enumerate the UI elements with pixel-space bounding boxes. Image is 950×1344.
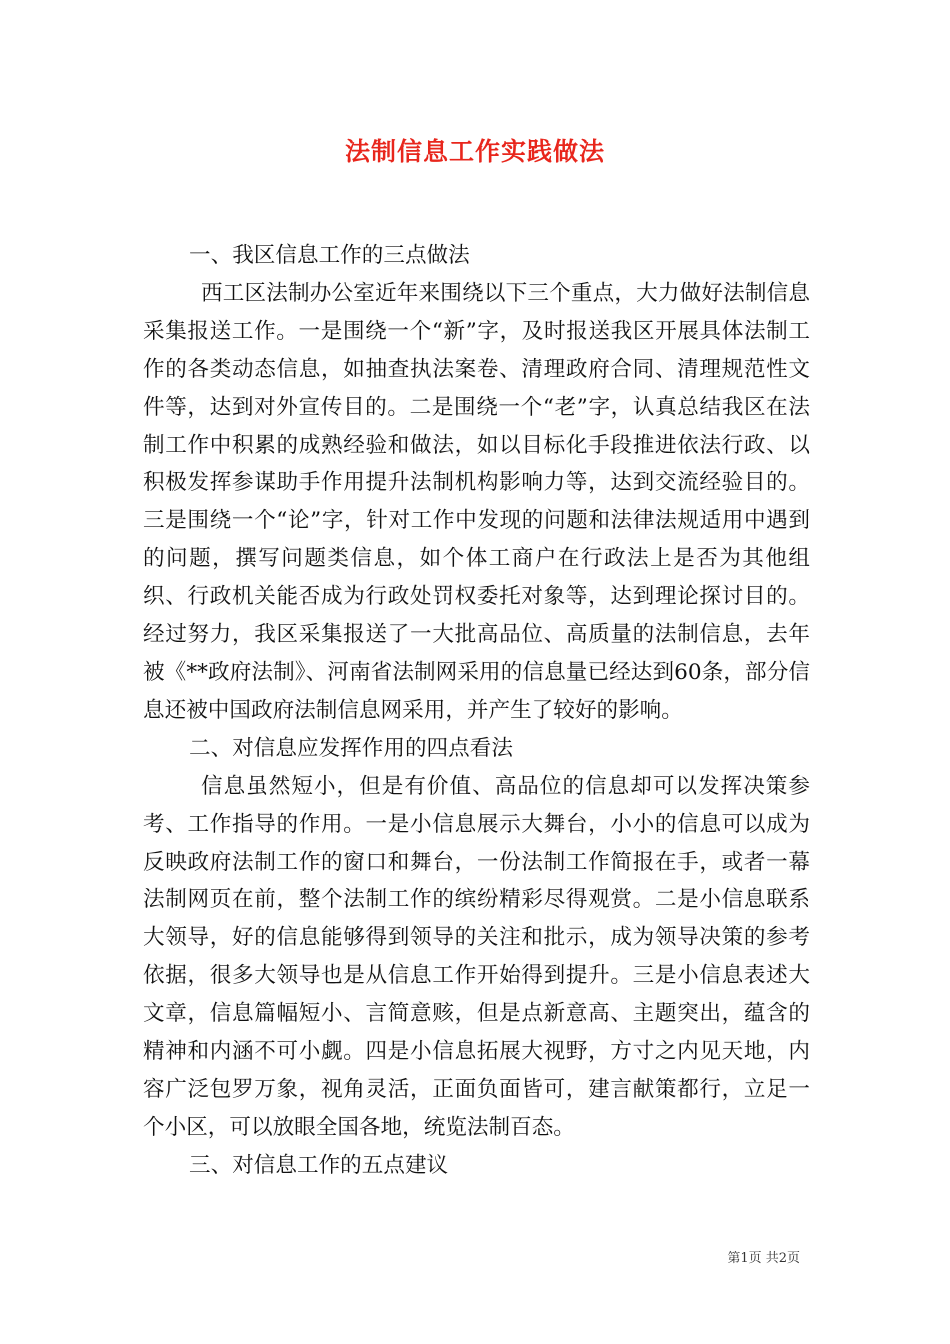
page-number: 第1页 共2页 [727, 1251, 800, 1266]
section-1-paragraph: 西工区法制办公室近年来围绕以下三个重点，大力做好法制信息采集报送工作。一是围绕一个“新”字，及时报送我区开展具体法制工作的各类动态信息，如抽查执法案卷、清理政府合同、清理规范性文件等，达到对外宣传目的。二是围绕一个“老”字，认真总结我区在法制工作中积累的成熟经验和做法，如以目标化手段推进依法行政、以积极发挥参谋助手作用提升法制机构影响力等，达到交流经验目的。三是围绕一个“论”字，针对工作中发现的问题和法律法规适用中遇到的问题，撰写问题类信息，如个体工商户在行政法上是否为其他组织、行政机关能否成为行政处罚权委托对象等，达到理论探讨目的。经过努力，我区采集报送了一大批高品位、高质量的法制信息，去年被《**政府法制》、河南省法制网采用的信息量已经达到60条，部分信息还被中国政府法制信息网采用，并产生了较好的影响。 [143, 280, 810, 723]
section-2-heading: 二、对信息应发挥作用的四点看法 [189, 735, 513, 761]
document-body [143, 237, 810, 1185]
section-3-heading: 三、对信息工作的五点建议 [189, 1152, 449, 1178]
section-2-paragraph: 信息虽然短小，但是有价值、高品位的信息却可以发挥决策参考、工作指导的作用。一是小信息展示大舞台，小小的信息可以成为反映政府法制工作的窗口和舞台，一份法制工作简报在手，或者一幕法制网页在前，整个法制工作的缤纷精彩尽得观赏。二是小信息联系大领导，好的信息能够得到领导的关注和批示，成为领导决策的参考依据，很多大领导也是从信息工作开始得到提升。三是小信息表述大文章，信息篇幅短小、言简意赅，但是点新意高、主题突出，蕴含的精神和内涵不可小觑。四是小信息拓展大视野，方寸之内见天地，内容广泛包罗万象，视角灵活，正面负面皆可，建言献策都行，立足一个小区，可以放眼全国各地，统览法制百态。 [143, 773, 810, 1140]
document-title: 法制信息工作实践做法 [344, 137, 605, 166]
section-1-heading: 一、我区信息工作的三点做法 [189, 243, 470, 268]
